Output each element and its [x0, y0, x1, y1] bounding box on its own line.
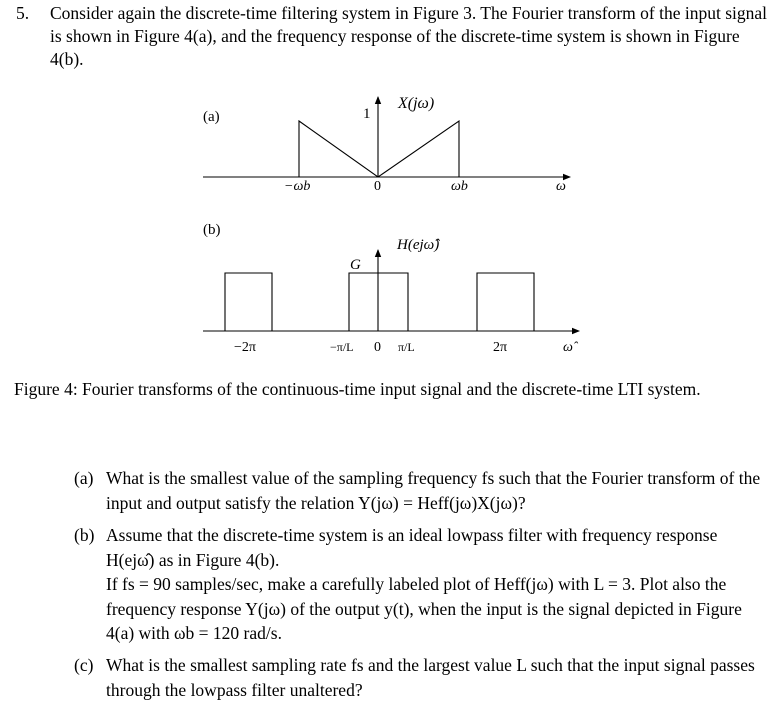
question-a-label: (a) — [74, 468, 94, 488]
tick-label-2pi: 2π — [493, 340, 508, 355]
figure-caption: Figure 4: Fourier transforms of the continuous-time input signal and the discrete-time LTI system. — [14, 379, 701, 399]
question-b — [74, 523, 766, 646]
panel-a-label: (a) — [203, 109, 220, 125]
question-b-text-1: Assume that the discrete-time system is an ideal lowpass filter with frequency response H(ejω̂) as in Figure 4(b). — [106, 525, 718, 570]
tick-label-omega-b: ωb — [451, 179, 468, 194]
input-spectrum-label: X(jω) — [398, 95, 435, 112]
tick-label-zero-b: 0 — [374, 340, 381, 355]
tick-label-neg-omega-b: −ωb — [284, 179, 311, 194]
question-a-text: What is the smallest value of the sampling frequency fs such that the Fourier transform of the input and output satisfy the relation Y(jω) = Heff(jω)X(jω)? — [106, 468, 761, 513]
peak-value-label: 1 — [363, 106, 371, 122]
input-spectrum-plot — [299, 121, 459, 177]
tick-label-zero-a: 0 — [374, 179, 381, 194]
tick-label-neg-2pi: −2π — [234, 340, 256, 355]
filter-passband-neg-2pi — [225, 273, 272, 331]
problem-number: 5. — [16, 3, 30, 23]
question-b-label: (b) — [74, 525, 95, 545]
question-a — [74, 466, 766, 515]
problem-intro-text: Consider again the discrete-time filtering system in Figure 3. The Fourier transform of the input signal is shown in Figure 4(a), and the frequency response of the discrete-time system is shown in Figure 4(b). — [50, 3, 768, 69]
filter-passband-pos-2pi — [477, 273, 534, 331]
panel-a — [203, 95, 570, 194]
tick-label-pi-over-l: π/L — [398, 340, 415, 354]
gain-label: G — [350, 257, 361, 273]
question-c-label: (c) — [74, 655, 94, 675]
filter-response-label: H(ejω̂) — [397, 237, 440, 253]
tick-label-neg-pi-over-l: −π/L — [330, 340, 354, 354]
panel-b — [203, 222, 579, 355]
panel-b-axis-label: ω̂ — [563, 340, 573, 355]
panel-b-label: (b) — [203, 222, 221, 238]
panel-a-axis-label: ω — [556, 179, 566, 194]
question-c-text: What is the smallest sampling rate fs and the largest value L such that the input signal passes through the lowpass filter unaltered? — [106, 655, 755, 700]
question-c — [74, 653, 766, 702]
question-b-text-2: If fs = 90 samples/sec, make a carefully labeled plot of Heff(jω) with L = 3. Plot also the frequency response Y(jω) of the output y(t), when the input is the signal depicted in Figure 4(a) with ωb = 120 rad/s. — [106, 574, 742, 643]
